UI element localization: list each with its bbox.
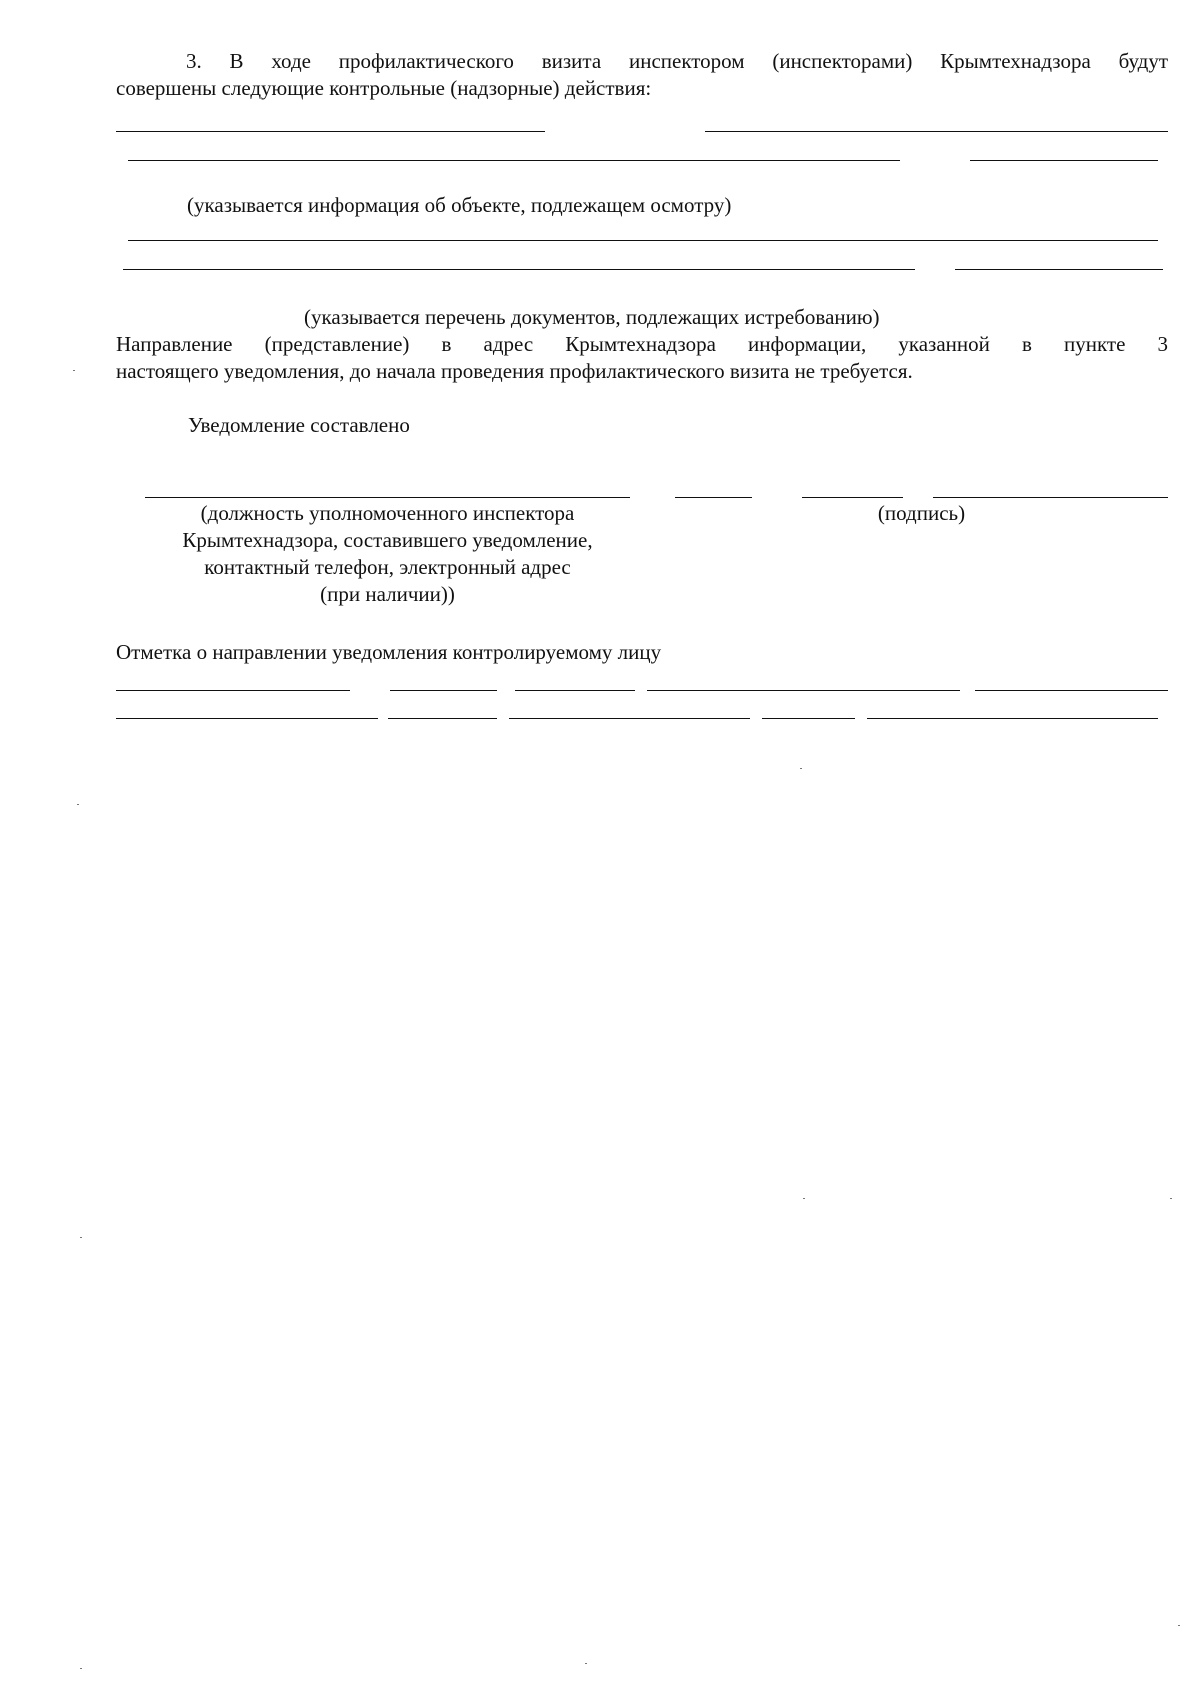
sending-mark-label: Отметка о направлении уведомления контролируемому лицу xyxy=(116,640,662,664)
documents-caption-text: (указывается перечень документов, подлежащих истребованию) xyxy=(304,305,880,329)
position-caption-line1: (должность уполномоченного инспектора xyxy=(200,501,575,525)
scan-speck xyxy=(1178,1625,1180,1626)
scan-speck xyxy=(80,1668,82,1669)
scan-speck xyxy=(1170,1198,1172,1199)
scan-speck xyxy=(73,370,75,371)
position-caption-line2: Крымтехнадзора, составившего уведомление, xyxy=(182,528,593,552)
scan-speck xyxy=(800,768,802,769)
signature-caption: (подпись) xyxy=(877,501,966,525)
scan-speck xyxy=(803,1198,805,1199)
blank-line-actions-2 xyxy=(128,160,1158,161)
blank-line-documents-1 xyxy=(128,240,1158,241)
direction-line1: Направление (представление) в адрес Крымтехнадзора информации, указанной в пункте 3 xyxy=(116,332,1168,356)
section3-line2: совершены следующие контрольные (надзорные) действия: xyxy=(116,76,652,100)
blank-line-documents-2 xyxy=(123,269,1163,270)
position-line xyxy=(145,497,630,498)
position-caption-line3: контактный телефон, электронный адрес xyxy=(204,555,571,579)
object-caption: (указывается информация об объекте, подлежащем осмотру) xyxy=(187,193,732,217)
scan-speck xyxy=(80,1237,82,1238)
direction-line2: настоящего уведомления, до начала проведения профилактического визита не требуется. xyxy=(116,359,913,383)
position-caption-line4: (при наличии)) xyxy=(320,582,455,606)
sending-mark-line-2 xyxy=(116,718,1158,719)
section3-line1: 3. В ходе профилактического визита инспектором (инспекторами) Крымтехнадзора будут xyxy=(186,49,1168,73)
scan-speck xyxy=(585,1663,587,1664)
scan-speck xyxy=(77,804,79,805)
composed-label: Уведомление составлено xyxy=(188,413,410,437)
